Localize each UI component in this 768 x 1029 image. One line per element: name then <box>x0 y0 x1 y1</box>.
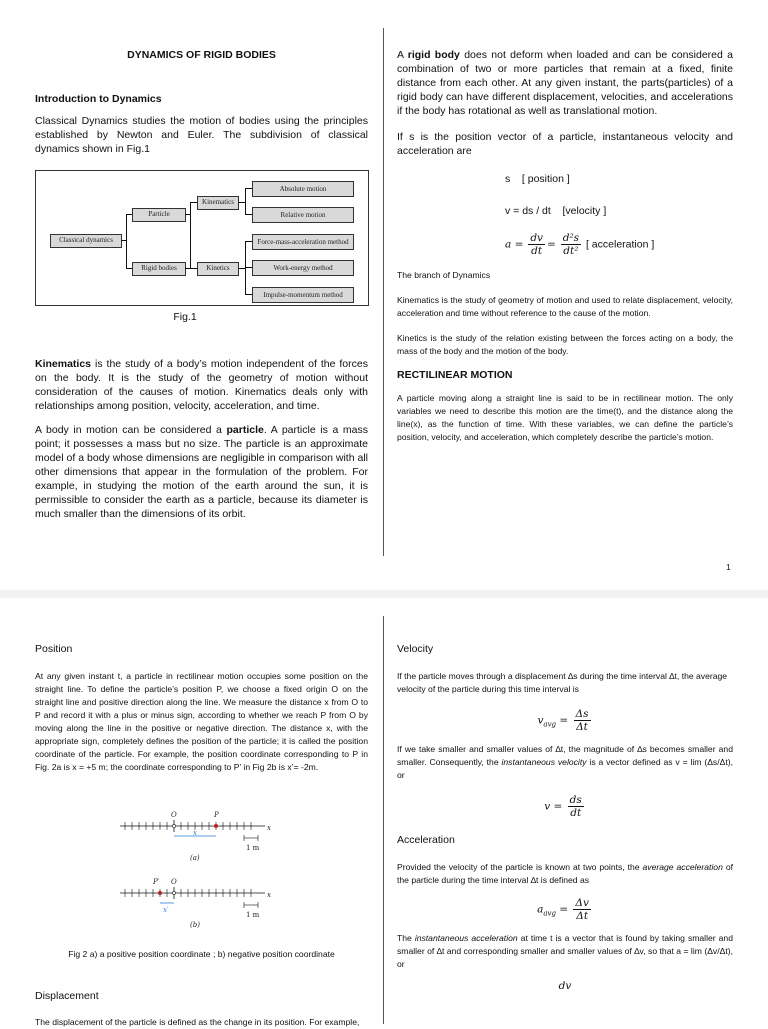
equation-velocity: v = ds / dt [velocity ] <box>505 205 607 217</box>
rectilinear-paragraph: A particle moving along a straight line is said to be in rectilinear motion. The only variables we need to describe this motion are the time(t), and the distance along the line(x), as the function of time. With these variables, we can define the particle’s position, velocity, and acceleration, which completely describe the particle’s motion. <box>397 393 733 442</box>
label-origin-a: O <box>171 811 177 819</box>
label-axis-b: x <box>267 891 271 899</box>
classical-dynamics-diagram <box>35 170 369 306</box>
rigid-body-term: rigid body <box>407 49 460 61</box>
diagram-box-kinetics: Kinetics <box>197 262 239 276</box>
intro-paragraph: Classical Dynamics studies the motion of bodies using the principles established by Newton and Euler. The subdivision of classical dynamics shown in Fig.1 <box>35 115 368 155</box>
kinematics-paragraph: Kinematics is the study of a body’s motion independent of the forces on the body. It is the study of the geometry of motion without consideration of the causes of motion. Kinematics deals only with relationships among position, velocity, acceleration, and time. <box>35 358 368 412</box>
fig1-caption: Fig.1 <box>173 311 197 323</box>
diagram-connector <box>190 268 197 269</box>
branch-text: The branch of Dynamics <box>397 270 491 280</box>
diagram-connector <box>245 214 252 215</box>
label-p: P <box>214 811 219 819</box>
left-column-lower <box>35 357 368 521</box>
displacement-heading: Displacement <box>35 990 99 1002</box>
label-a: (a) <box>190 854 200 862</box>
column-divider <box>383 616 384 1024</box>
diagram-connector <box>126 214 132 215</box>
diagram-box-impulse: Impulse-momentum method <box>252 287 354 303</box>
diagram-connector <box>245 188 246 215</box>
diagram-box-classical: Classical dynamics <box>50 234 122 248</box>
diagram-connector <box>245 241 246 295</box>
column-divider <box>383 28 384 556</box>
diagram-box-force: Force-mass-acceleration method <box>252 234 354 250</box>
unit-label-a: 1 m <box>246 844 260 852</box>
diagram-box-relative: Relative motion <box>252 207 354 223</box>
kinematics-term: Kinematics <box>35 358 92 370</box>
right-column <box>397 48 733 444</box>
average-acceleration-paragraph: Provided the velocity of the particle is known at two points, the average acceleration of the particle during the time interval ∆t is defined as <box>397 862 733 885</box>
diagram-box-rigid: Rigid bodies <box>132 262 186 276</box>
position-paragraph: At any given instant t, a particle in rectilinear motion occupies some position on the straight line. To define the particle’s position P, we choose a fixed origin O on the straight line and positive direction along the line. We measure the distance x from O to P and record it with a plus or minus sign, according to whether we reach P from O by moving along the line in the positive or negative direction. The distance x, with the appropriate sign, completely defines the position of the particle; it is called the position coordinate of the particle. For example, the position coordinate corresponding to P in Fig. 2a is x = +5 m; the coordinate corresponding to P’ in Fig 2b is x’= -2m. <box>35 671 368 772</box>
page-number: 1 <box>726 562 731 572</box>
unit-label-b: 1 m <box>246 911 260 919</box>
label-x-prime: x′ <box>163 906 169 914</box>
diagram-connector <box>126 214 127 268</box>
diagram-connector <box>190 202 197 203</box>
instantaneous-velocity-paragraph: If we take smaller and smaller values of ∆t, the magnitude of ∆s becomes smaller and smaller. Consequently, the instantaneous velocity is a vector defined as v = lim (Δs/Δt), or <box>397 744 733 780</box>
kinematics-definition: Kinematics is the study of geometry of motion and used to relate displacement, velocity, acceleration and time without reference to the cause of the motion. <box>397 295 733 318</box>
label-p-prime: P′ <box>153 878 160 886</box>
right-column <box>397 642 733 993</box>
kinetics-definition: Kinetics is the study of the relation existing between the forces acting on a body, the mass of the body and the motion of the body. <box>397 333 733 356</box>
document-title: DYNAMICS OF RIGID BODIES <box>127 49 276 61</box>
diagram-box-particle: Particle <box>132 208 186 222</box>
left-column <box>35 48 368 156</box>
diagram-box-absolute: Absolute motion <box>252 181 354 197</box>
fig2-caption: Fig 2 a) a positive position coordinate ; b) negative position coordinate <box>68 949 335 959</box>
equation-instantaneous-velocity: v = $\frac{ds}{dt}$ <box>544 794 582 819</box>
equation-acceleration: a = $\frac{dv}{dt}$ = $\frac{\text{d²s}}{\text{dt²}}$ [ acceleration ] <box>505 232 655 257</box>
label-b: (b) <box>190 921 200 929</box>
diagram-box-kinematics: Kinematics <box>197 196 239 210</box>
label-x: x <box>193 829 197 837</box>
page-2 <box>0 598 768 1027</box>
instantaneous-acceleration-paragraph: The instantaneous acceleration at time t is a vector that is found by taking smaller and smaller of ∆t and corresponding smaller and smaller values of ∆v, so that a = lim (Δv/Δt), or <box>397 933 733 969</box>
particle-term: particle <box>226 424 264 436</box>
displacement-paragraph: The displacement of the particle is defined as the change in its position. For example, <box>35 1017 360 1027</box>
position-vector-paragraph: If s is the position vector of a particle, instantaneous velocity and acceleration are <box>397 131 733 157</box>
equation-instantaneous-acceleration: dv <box>558 980 572 992</box>
equation-average-acceleration: $a_{avg}$ = $\frac{\Delta v}{\Delta t}$ <box>537 897 589 922</box>
acceleration-heading: Acceleration <box>397 834 455 846</box>
label-origin-b: O <box>171 878 177 886</box>
diagram-connector <box>190 202 191 269</box>
rigid-body-paragraph: A rigid body does not deform when loaded and can be considered a combination of two or more particles that remain at a fixed, finite distance from each other. At any given instant, the parts(particles) of a rigid body can have different displacement, velocities, and accelerations if the body has rotational as well as translational motion. <box>397 49 734 117</box>
page-separator <box>0 590 768 598</box>
position-heading: Position <box>35 643 73 655</box>
intro-heading: Introduction to Dynamics <box>35 93 162 105</box>
diagram-connector <box>245 241 252 242</box>
diagram-connector <box>245 267 252 268</box>
diagram-connector <box>126 268 132 269</box>
velocity-paragraph: If the particle moves through a displacement ∆s during the time interval ∆t, the average velocity of the particle during this time interval is <box>397 671 728 694</box>
equation-average-velocity: $v_{avg}$ = $\frac{\Delta s}{\Delta t}$ <box>537 708 589 733</box>
velocity-heading: Velocity <box>397 643 434 655</box>
fig2-number-lines <box>115 808 285 933</box>
label-axis-a: x <box>267 824 271 832</box>
rectilinear-heading: RECTILINEAR MOTION <box>397 369 513 381</box>
diagram-box-work: Work-energy method <box>252 260 354 276</box>
diagram-connector <box>245 188 252 189</box>
equation-position: s [ position ] <box>505 173 570 185</box>
left-column <box>35 642 368 774</box>
particle-paragraph: A body in motion can be considered a particle. A particle is a mass point; it possesses a mass but no size. The particle is an approximate model of a body whose dimensions are negligible in comparison with all other dimensions that appear in the formulation of the problem. For example, in studying the motion of the earth around the sun, it is permissible to consider the earth as a particle, because its diameter is much smaller than the dimensions of its orbit. <box>35 424 368 520</box>
diagram-connector <box>245 294 252 295</box>
